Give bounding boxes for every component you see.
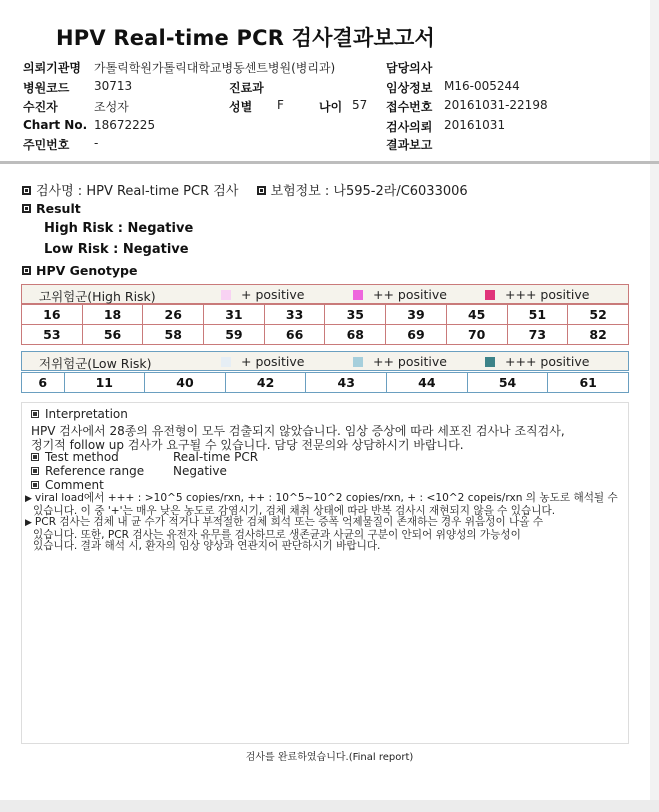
checkbox-square-icon	[22, 266, 31, 275]
legend-plus-plus: ++ positive	[353, 354, 447, 369]
triangle-bullet-icon: ▶	[25, 518, 32, 528]
interpretation-text-line1: HPV 검사에서 28종의 유전형이 모두 검출되지 않았습니다. 임상 증상에 따라 세포진 검사나 조직검사,	[31, 424, 565, 438]
high-risk-header	[21, 284, 629, 304]
genotype-cell: 43	[306, 373, 387, 393]
table-row	[22, 305, 629, 325]
clinical-info-label: 임상정보	[386, 81, 433, 95]
test-method-label: Test method	[31, 450, 119, 464]
genotype-cell: 40	[145, 373, 226, 393]
checkbox-square-icon	[22, 204, 31, 213]
exam-name-label: 검사명 :	[36, 184, 83, 199]
legend-swatch-strong	[485, 357, 495, 367]
legend-plus: + positive	[221, 287, 304, 302]
genotype-cell: 44	[387, 373, 468, 393]
rrn-value: -	[94, 136, 99, 150]
low-risk-header	[21, 351, 629, 371]
genotype-cell: 26	[143, 305, 204, 325]
chart-no-label: Chart No.	[23, 118, 88, 132]
genotype-cell: 39	[386, 305, 447, 325]
comment-pcr-limitation: ▶ PCR 검사는 검체 내 균 수가 적거나 부적절한 검체 희석 또는 증폭 억제물질이 존재하는 경우 위음성이 나올 수 있습니다. 또한, PCR 검사는 유전자 유무를 검사하므로 생존균과 사균의 구분이 안되어 위양성의 가능성이 있습니다. 결과 해석 시, 환자의 임상 양상과 연관지어 판단하시기 바랍니다.	[25, 516, 544, 552]
genotype-cell: 11	[64, 373, 145, 393]
hospital-code-label: 병원코드	[23, 81, 70, 95]
legend-swatch-light	[221, 357, 231, 367]
request-date-label: 검사의뢰	[386, 120, 433, 134]
table-row	[22, 373, 629, 393]
low-risk-genotype-table	[21, 372, 629, 393]
legend-plus: + positive	[221, 354, 304, 369]
report-date-label: 결과보고	[386, 138, 433, 152]
genotype-cell: 68	[325, 325, 386, 345]
dept-label: 진료과	[229, 81, 264, 95]
clinical-info-value: M16-005244	[444, 79, 520, 93]
legend-plus-plus-plus: +++ positive	[485, 287, 589, 302]
genotype-cell: 33	[264, 305, 325, 325]
patient-label: 수진자	[23, 100, 58, 114]
genotype-cell: 42	[225, 373, 306, 393]
genotype-cell: 31	[204, 305, 265, 325]
genotype-cell: 51	[507, 305, 568, 325]
genotype-cell: 45	[446, 305, 507, 325]
insurance-label: 보험정보 :	[270, 184, 330, 199]
age-label: 나이	[319, 100, 343, 114]
scrollbar-track[interactable]	[650, 0, 659, 812]
sex-value: F	[277, 98, 284, 112]
high-risk-genotype-table	[21, 304, 629, 345]
genotype-cell: 54	[467, 373, 548, 393]
genotype-cell: 35	[325, 305, 386, 325]
legend-swatch-medium	[353, 290, 363, 300]
genotype-cell: 18	[82, 305, 143, 325]
reference-range-value: Negative	[173, 464, 227, 478]
interpretation-title: Interpretation	[31, 407, 128, 421]
comment-viral-load: ▶ viral load에서 +++ : >10^5 copies/rxn, ++ : 10^5~10^2 copies/rxn, + : <10^2 copeis/rxn 의 농도로 해석될 수 있습니다. 이 중 '+'는 매우 낮은 농도로 감염시기, 검체 채취 상태에 따라 반복 검사시 재현되지 않을 수 있습니다.	[25, 492, 618, 517]
header-divider	[0, 161, 659, 164]
requester-org-label: 의뢰기관명	[23, 61, 81, 75]
triangle-bullet-icon: ▶	[25, 494, 32, 504]
rrn-label: 주민번호	[23, 138, 70, 152]
receipt-no-label: 접수번호	[386, 100, 433, 114]
legend-plus-plus-plus: +++ positive	[485, 354, 589, 369]
reference-range-label: Reference range	[31, 464, 144, 478]
genotype-cell: 52	[568, 305, 629, 325]
genotype-cell: 82	[568, 325, 629, 345]
requester-org-value: 가톨릭학원가톨릭대학교병동센트병원(병리과)	[94, 61, 336, 75]
genotype-cell: 6	[22, 373, 65, 393]
genotype-cell: 16	[22, 305, 83, 325]
comment-title: Comment	[31, 478, 104, 492]
report-title: HPV Real-time PCR 검사결과보고서	[56, 26, 435, 50]
legend-plus-plus: ++ positive	[353, 287, 447, 302]
age-value: 57	[352, 98, 368, 112]
genotype-cell: 66	[264, 325, 325, 345]
legend-swatch-light	[221, 290, 231, 300]
genotype-cell: 61	[548, 373, 629, 393]
checkbox-square-icon	[22, 186, 31, 195]
interpretation-box	[21, 402, 629, 744]
high-risk-group-name: 고위험군(High Risk)	[39, 289, 156, 304]
high-risk-result: High Risk : Negative	[44, 221, 194, 236]
low-risk-group-name: 저위험군(Low Risk)	[39, 356, 152, 371]
result-section-title: Result	[22, 201, 81, 216]
bullet-square-icon	[31, 467, 39, 475]
genotype-cell: 59	[204, 325, 265, 345]
sex-label: 성별	[229, 100, 253, 114]
final-report-footer: 검사를 완료하였습니다.(Final report)	[245, 752, 414, 763]
hospital-code-value: 30713	[94, 79, 133, 93]
table-row	[22, 325, 629, 345]
genotype-cell: 56	[82, 325, 143, 345]
interpretation-text-line2: 정기적 follow up 검사가 요구될 수 있습니다. 담당 전문의와 상담하시기 바랍니다.	[31, 438, 464, 452]
legend-swatch-strong	[485, 290, 495, 300]
insurance-value: 나595-2라/C6033006	[333, 184, 468, 199]
exam-name-value: HPV Real-time PCR 검사	[86, 184, 239, 199]
genotype-cell: 69	[386, 325, 447, 345]
genotype-cell: 58	[143, 325, 204, 345]
genotype-cell: 53	[22, 325, 83, 345]
exam-line	[22, 180, 468, 199]
bullet-square-icon	[31, 410, 39, 418]
receipt-no-value: 20161031-22198	[444, 98, 548, 112]
genotype-section-title: HPV Genotype	[22, 263, 137, 278]
checkbox-square-icon	[257, 186, 266, 195]
test-method-value: Real-time PCR	[173, 450, 259, 464]
legend-swatch-medium	[353, 357, 363, 367]
bullet-square-icon	[31, 453, 39, 461]
genotype-cell: 70	[446, 325, 507, 345]
bullet-square-icon	[31, 481, 39, 489]
patient-value: 조성자	[94, 100, 129, 114]
low-risk-result: Low Risk : Negative	[44, 242, 189, 257]
chart-no-value: 18672225	[94, 118, 156, 132]
doctor-label: 담당의사	[386, 61, 433, 75]
request-date-value: 20161031	[444, 118, 506, 132]
genotype-cell: 73	[507, 325, 568, 345]
bottom-margin	[0, 800, 659, 812]
